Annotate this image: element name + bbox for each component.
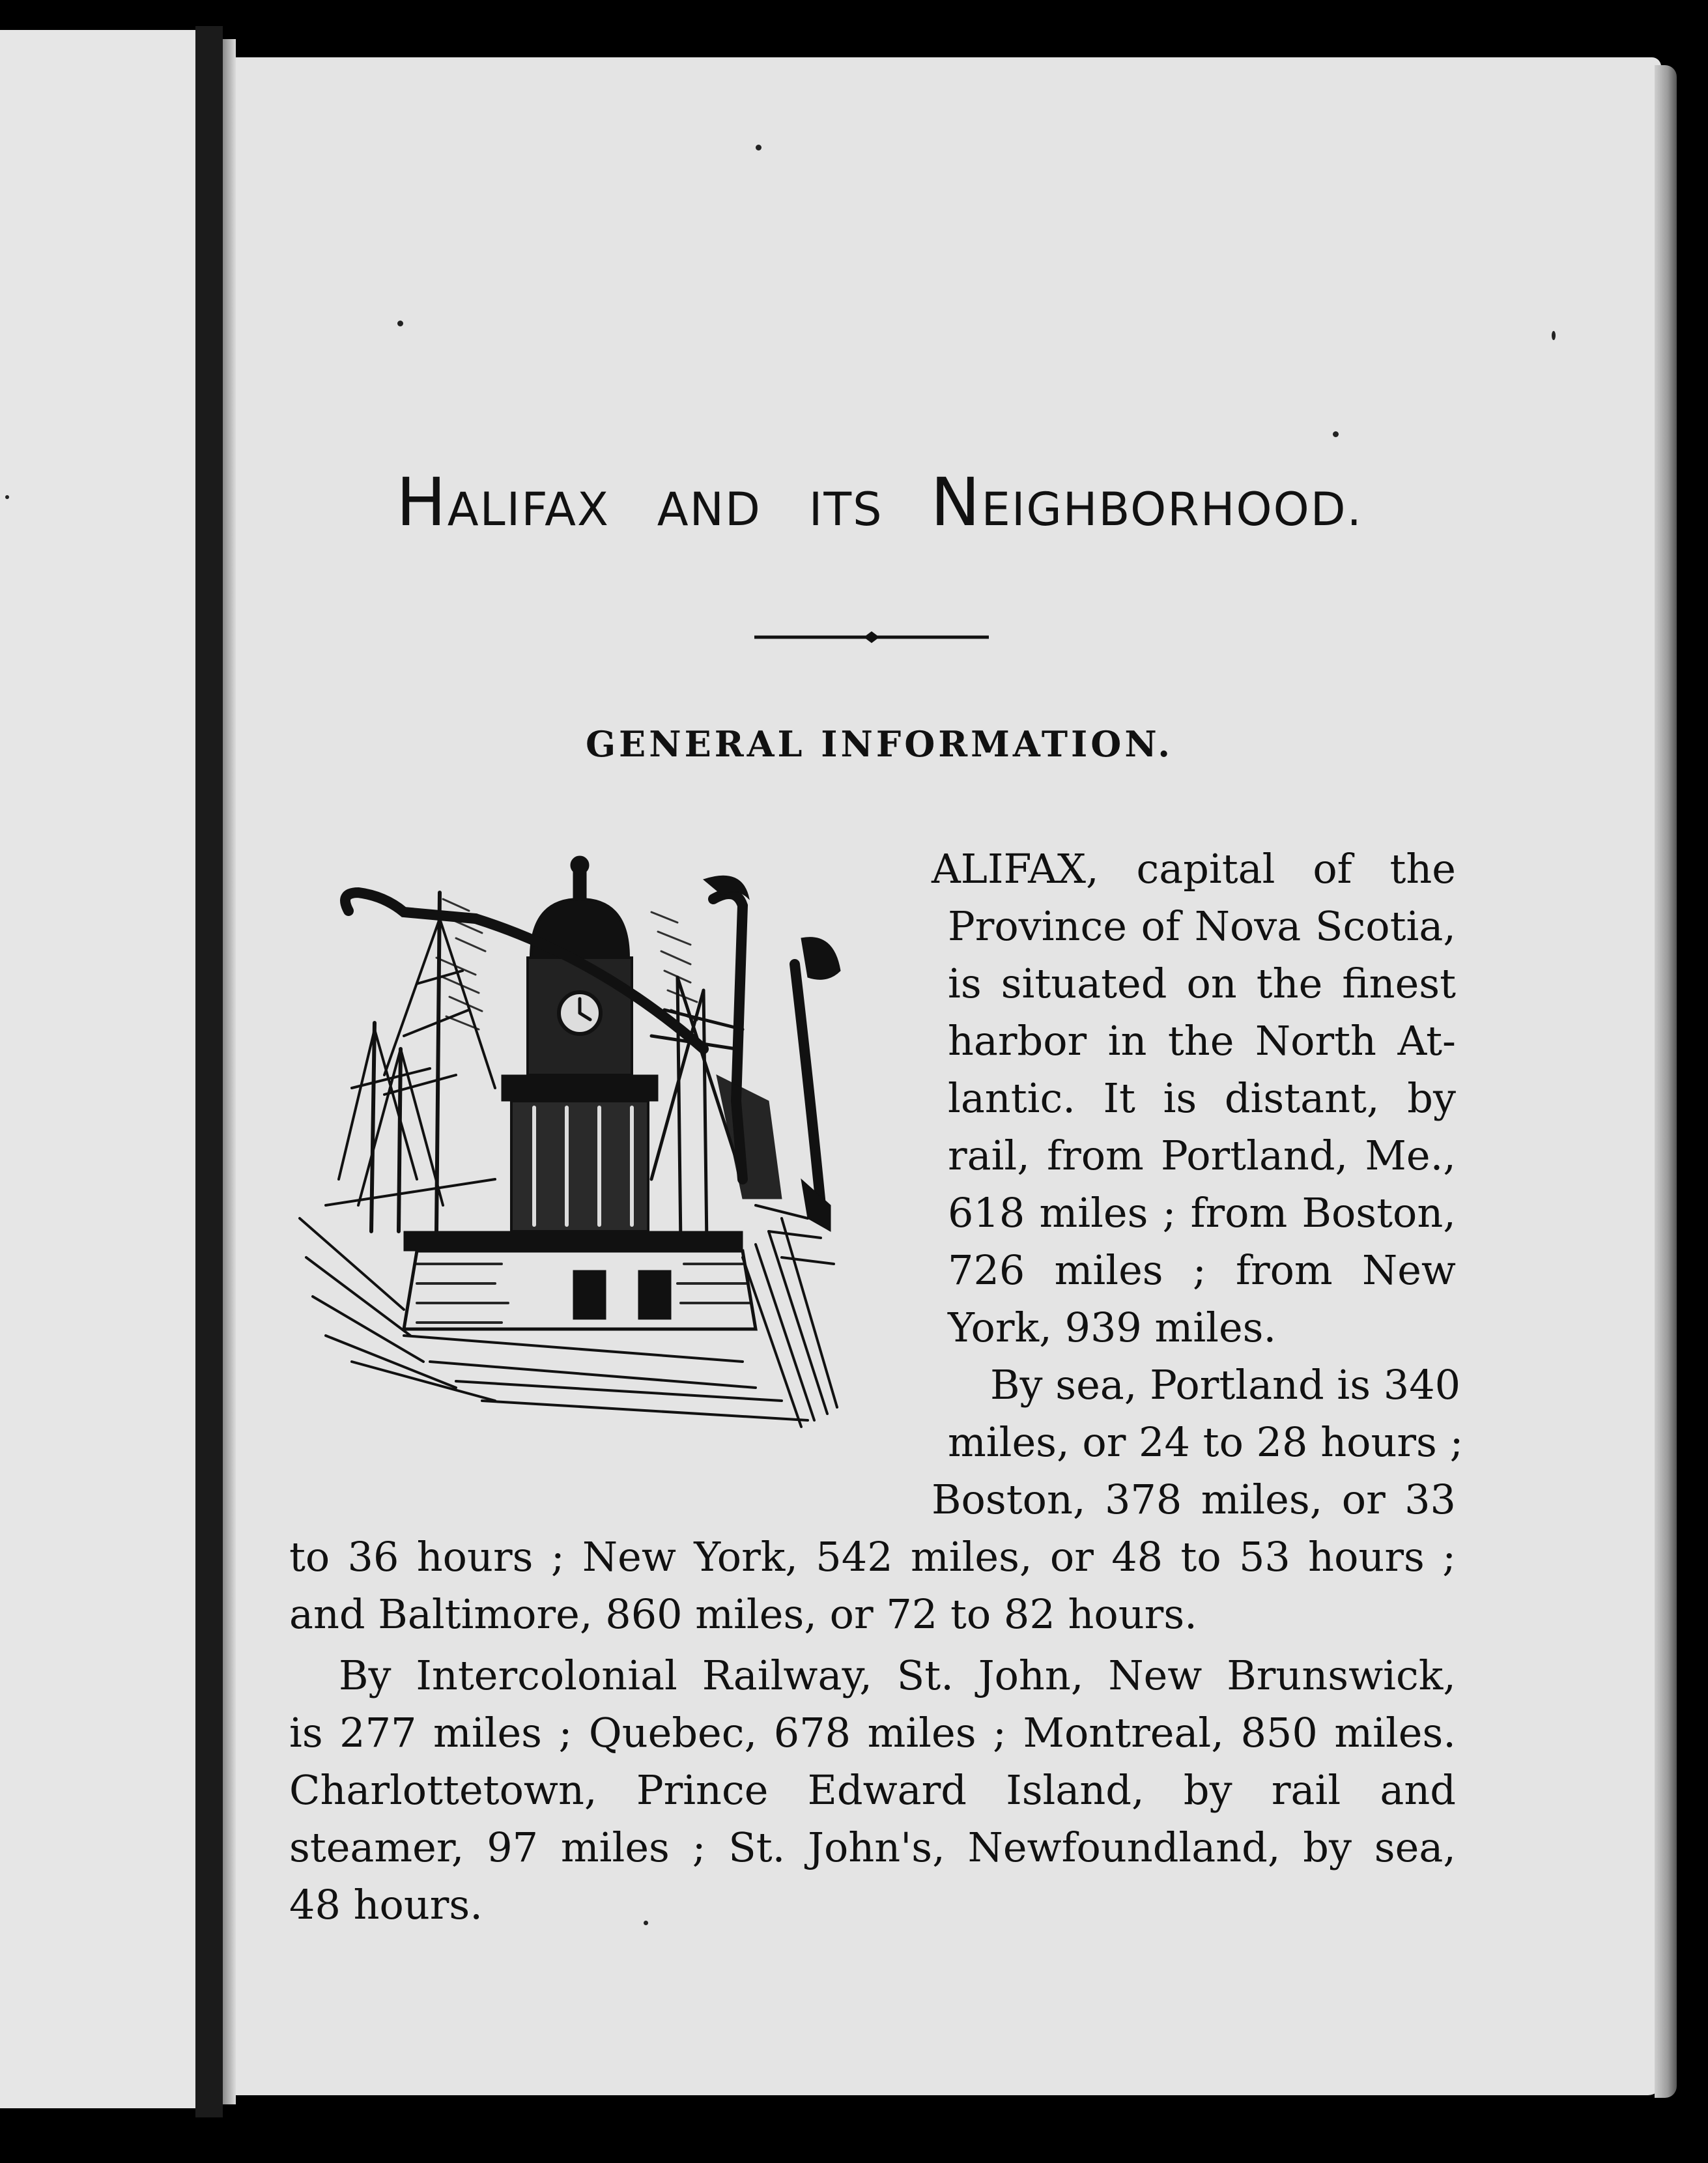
title-word-and: AND [657,483,761,536]
text-line: 618 miles ; from Boston, [948,1189,1456,1237]
dust-speck [5,495,9,499]
book-gutter [195,26,223,2117]
gutter-shadow [223,39,236,2104]
page-title [287,464,1472,541]
text-line: 48 hours. [289,1881,483,1928]
title-initial-h: H [396,464,448,541]
text-line: By sea, Portland is 340 [990,1361,1461,1409]
text-line: steamer, 97 miles ; St. John's, Newfoundland, by sea, [289,1824,1456,1871]
dust-speck [756,145,761,150]
text-line: is 277 miles ; Quebec, 678 miles ; Montreal, 850 miles. [289,1709,1456,1756]
text-line: lantic. It is distant, by [948,1074,1456,1122]
text-line: York, 939 miles. [948,1304,1277,1351]
title-initial-n: N [930,464,982,541]
title-word-neighborhood: EIGHBORHOOD. [981,483,1363,536]
text-line: to 36 hours ; New York, 542 miles, or 48 to 53 hours ; [289,1533,1456,1581]
page-edge [1655,65,1677,2098]
ornament-rule [754,629,989,645]
dust-speck [397,321,403,326]
title-word-halifax: ALIFAX [447,483,610,536]
text-line: rail, from Portland, Me., [948,1132,1456,1179]
text-line: miles, or 24 to 28 hours ; [948,1418,1464,1466]
text-line: ALIFAX, capital of the [932,845,1456,893]
text-line: By Intercolonial Railway, St. John, New Brunswick, [339,1652,1456,1699]
text-line: Charlottetown, Prince Edward Island, by rail and [289,1766,1456,1814]
dust-speck [1333,431,1339,437]
text-line: and Baltimore, 860 miles, or 72 to 82 hours. [289,1590,1197,1638]
text-line: harbor in the North At- [948,1017,1456,1065]
text-line: is situated on the finest [948,960,1456,1007]
facing-page-strip [0,30,195,2108]
text-line: 726 miles ; from New [948,1246,1456,1294]
text-line: Boston, 378 miles, or 33 [932,1476,1456,1523]
clock-tower-illustration [287,814,912,1472]
text-line: Province of Nova Scotia, [948,902,1456,950]
section-heading: GENERAL INFORMATION. [585,723,1174,765]
dust-speck [1552,331,1556,340]
title-word-its: ITS [808,483,883,536]
